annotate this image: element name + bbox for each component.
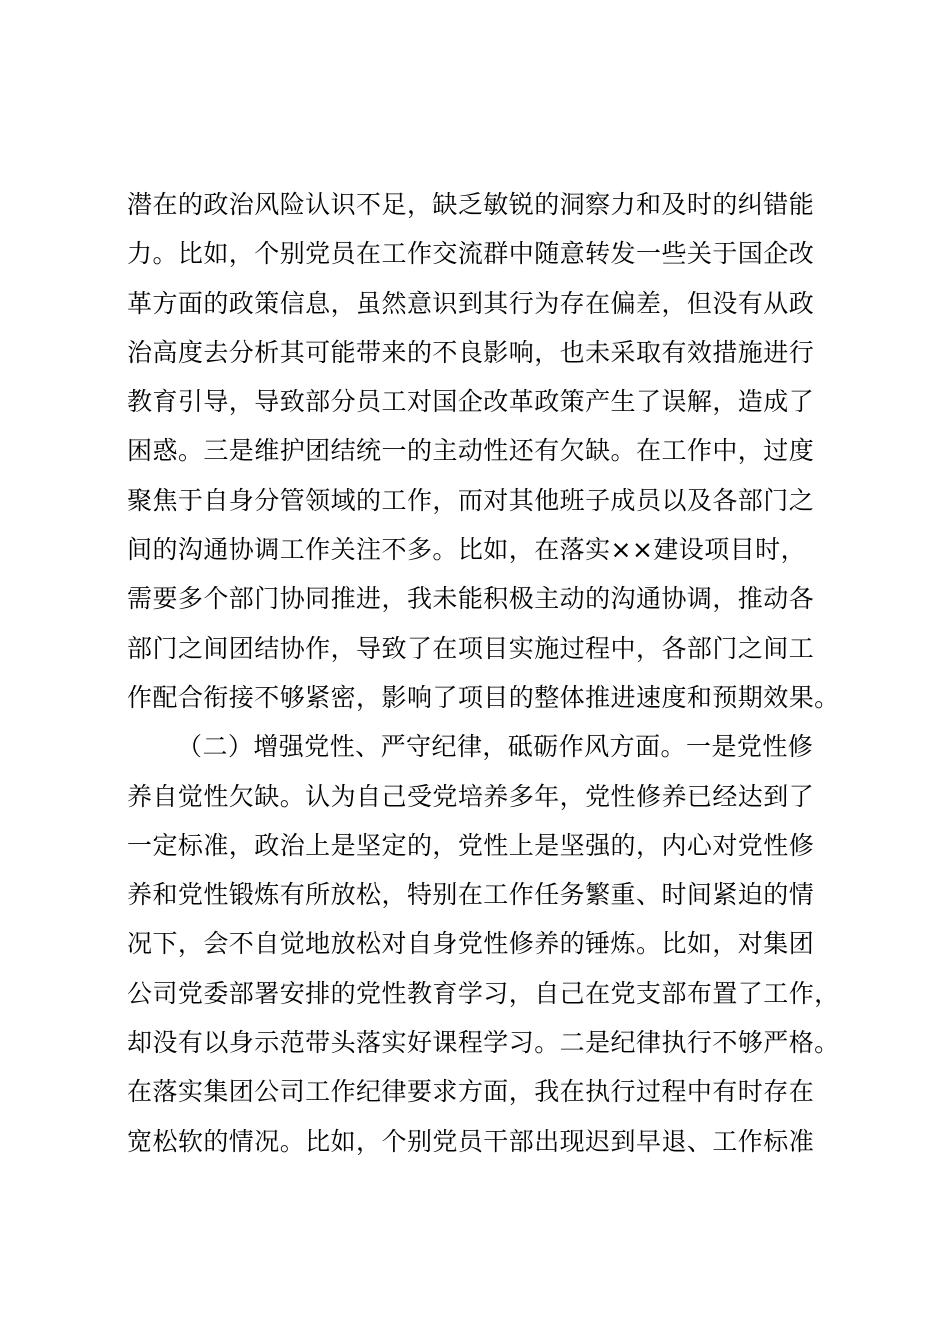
- text-line: 却没有以身示范带头落实好课程学习。二是纪律执行不够严格。: [127, 1028, 840, 1058]
- text-line: 作配合衔接不够紧密，影响了项目的整体推进速度和预期效果。: [127, 682, 840, 712]
- text-line: 力。比如，个别党员在工作交流群中随意转发一些关于国企改: [127, 239, 815, 269]
- text-line: 治高度去分析其可能带来的不良影响，也未采取有效措施进行: [127, 337, 815, 367]
- text-line: 一定标准，政治上是坚定的，党性上是坚强的，内心对党性修: [127, 830, 815, 860]
- text-line: 部门之间团结协作，导致了在项目实施过程中，各部门之间工: [127, 633, 815, 663]
- text-line: 困惑。三是维护团结统一的主动性还有欠缺。在工作中，过度: [127, 436, 815, 466]
- text-line: 养自觉性欠缺。认为自己受党培养多年，党性修养已经达到了: [127, 781, 815, 811]
- body-text: [127, 180, 847, 1166]
- text-line: 公司党委部署安排的党性教育学习，自己在党支部布置了工作，: [127, 978, 840, 1008]
- text-line: 教育引导，导致部分员工对国企改革政策产生了误解，造成了: [127, 387, 815, 417]
- text-line: 需要多个部门协同推进，我未能积极主动的沟通协调，推动各: [127, 584, 815, 614]
- text-line: 况下，会不自觉地放松对自身党性修养的锤炼。比如，对集团: [127, 929, 815, 959]
- text-line: 宽松软的情况。比如，个别党员干部出现迟到早退、工作标准: [127, 1126, 815, 1156]
- text-line: 潜在的政治风险认识不足，缺乏敏锐的洞察力和及时的纠错能: [127, 190, 815, 219]
- text-line: 间的沟通协调工作关注不多。比如，在落实××建设项目时，: [127, 535, 807, 565]
- text-line: 在落实集团公司工作纪律要求方面，我在执行过程中有时存在: [127, 1077, 815, 1107]
- text-line: 聚焦于自身分管领域的工作，而对其他班子成员以及各部门之: [127, 485, 815, 515]
- text-line: 养和党性锻炼有所放松，特别在工作任务繁重、时间紧迫的情: [127, 880, 815, 910]
- text-line: 革方面的政策信息，虽然意识到其行为存在偏差，但没有从政: [127, 288, 815, 318]
- section-heading-line: （二）增强党性、严守纪律，砥砺作风方面。一是党性修: [177, 732, 814, 762]
